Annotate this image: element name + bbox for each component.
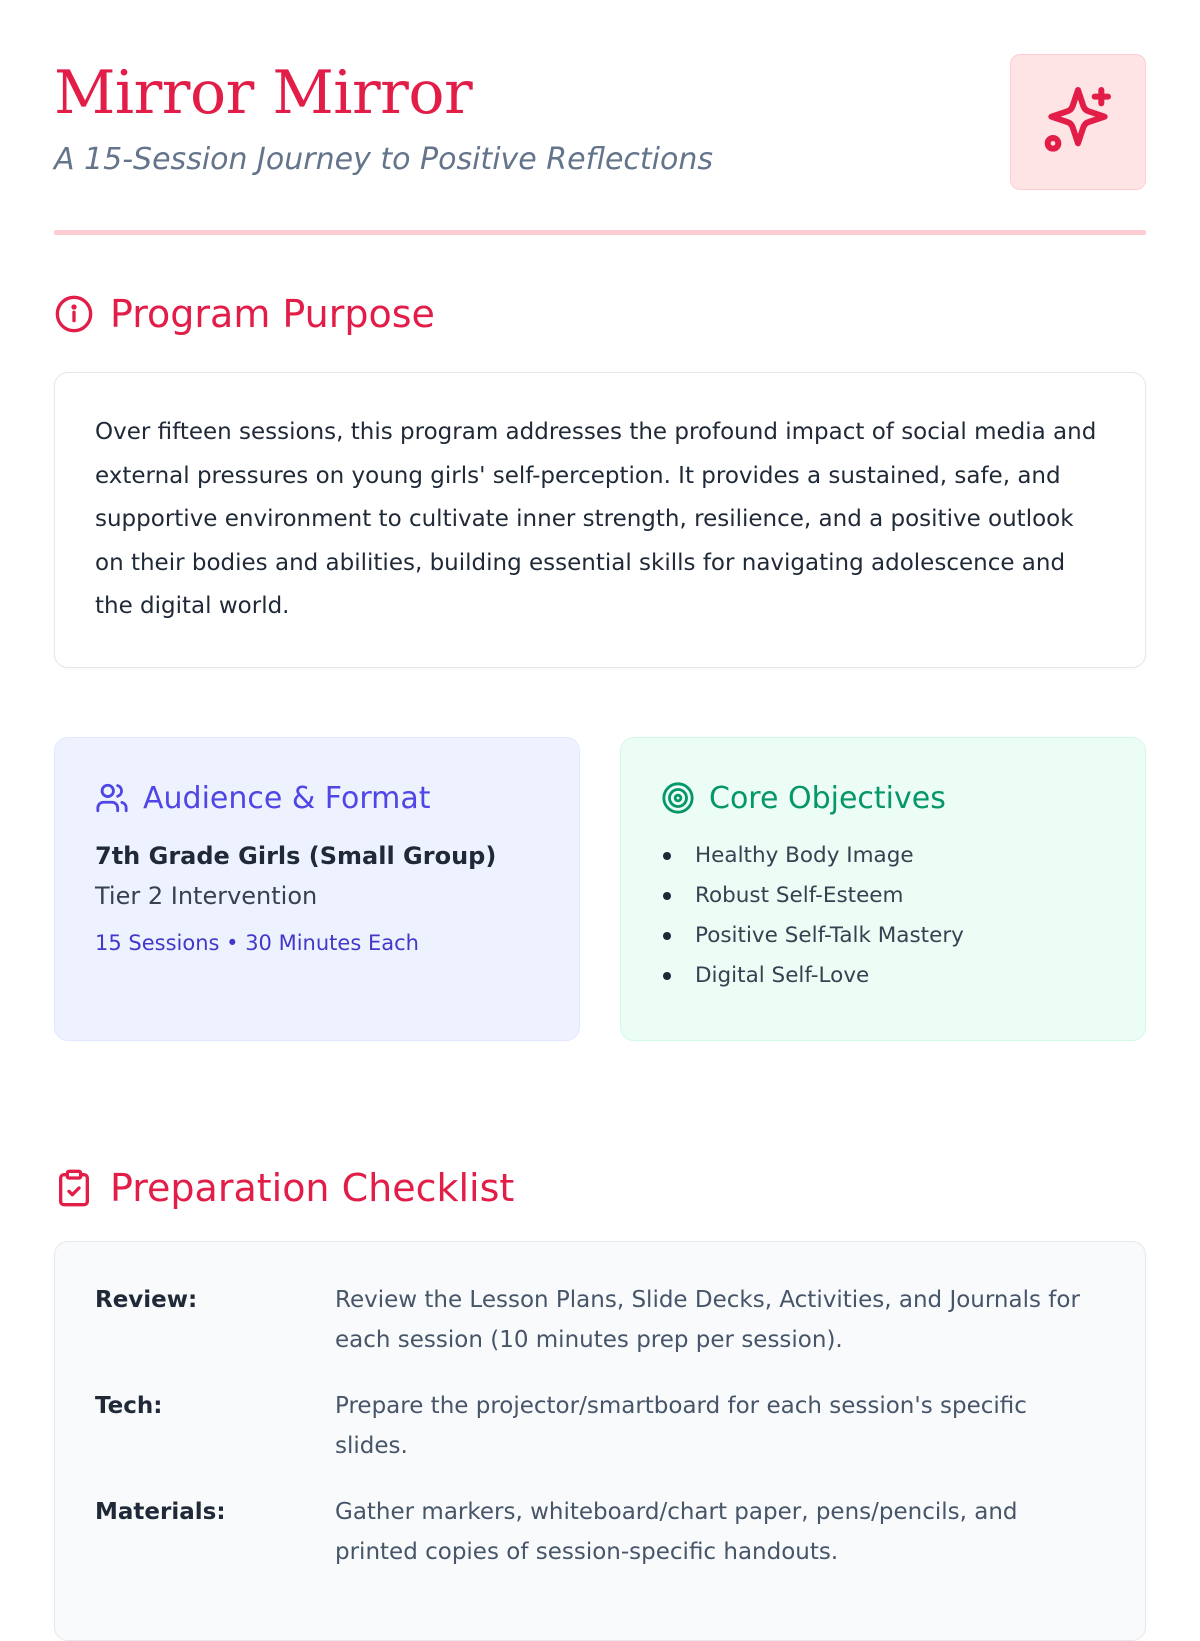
objective-text: Digital Self-Love [695, 963, 870, 988]
page-subtitle: A 15-Session Journey to Positive Reflections [54, 142, 714, 177]
list-item [661, 876, 1105, 916]
logo-badge [1010, 54, 1146, 190]
clipboard-check-icon [54, 1168, 94, 1208]
bullet-icon [663, 972, 671, 980]
target-icon [661, 781, 695, 815]
checklist-label: Tech: [95, 1393, 163, 1419]
objective-text: Positive Self-Talk Mastery [695, 923, 964, 948]
header [54, 54, 1146, 234]
objectives-list [661, 836, 1105, 996]
checklist-text: Prepare the projector/smartboard for each session's specific slides. [335, 1393, 1027, 1459]
checklist-card [54, 1241, 1146, 1641]
users-icon [95, 781, 129, 815]
audience-secondary: Tier 2 Intervention [95, 882, 318, 910]
checklist-text: Review the Lesson Plans, Slide Decks, Activities, and Journals for each session (10 minutes prep per session). [335, 1287, 1080, 1353]
audience-heading [95, 778, 539, 818]
objectives-card [620, 737, 1146, 1041]
checklist-heading [54, 1166, 514, 1210]
objective-text: Robust Self-Esteem [695, 883, 904, 908]
list-item [661, 916, 1105, 956]
checklist-label: Materials: [95, 1499, 226, 1525]
purpose-heading [54, 292, 435, 336]
list-item [661, 956, 1105, 996]
checklist-row [95, 1492, 1105, 1572]
checklist-text: Gather markers, whiteboard/chart paper, pens/pencils, and printed copies of session-specific handouts. [335, 1499, 1018, 1565]
audience-meta: 15 Sessions • 30 Minutes Each [95, 931, 419, 955]
header-divider [54, 230, 1146, 235]
checklist-row [95, 1280, 1105, 1360]
sparkles-icon [1038, 80, 1118, 165]
audience-heading-label: Audience & Format [143, 780, 431, 816]
checklist-heading-label: Preparation Checklist [110, 1166, 515, 1210]
purpose-heading-label: Program Purpose [110, 292, 435, 336]
bullet-icon [663, 932, 671, 940]
audience-card [54, 737, 580, 1041]
objectives-heading-label: Core Objectives [709, 780, 946, 816]
list-item [661, 836, 1105, 876]
page-title: Mirror Mirror [54, 58, 473, 128]
purpose-card [54, 372, 1146, 668]
objective-text: Healthy Body Image [695, 843, 914, 868]
checklist-row [95, 1386, 1105, 1466]
audience-primary: 7th Grade Girls (Small Group) [95, 842, 497, 870]
bullet-icon [663, 892, 671, 900]
objectives-heading [661, 778, 1105, 818]
purpose-text: Over fifteen sessions, this program addresses the profound impact of social media and external pressures on young girls' self-perception. It provides a sustained, safe, and supportive environment to cultivate inner strength, resilience, and a positive outlook on their bodies and abilities, building essential skills for navigating adolescence and the digital world. [95, 419, 1097, 619]
bullet-icon [663, 852, 671, 860]
info-icon [54, 294, 94, 334]
checklist-label: Review: [95, 1287, 198, 1313]
